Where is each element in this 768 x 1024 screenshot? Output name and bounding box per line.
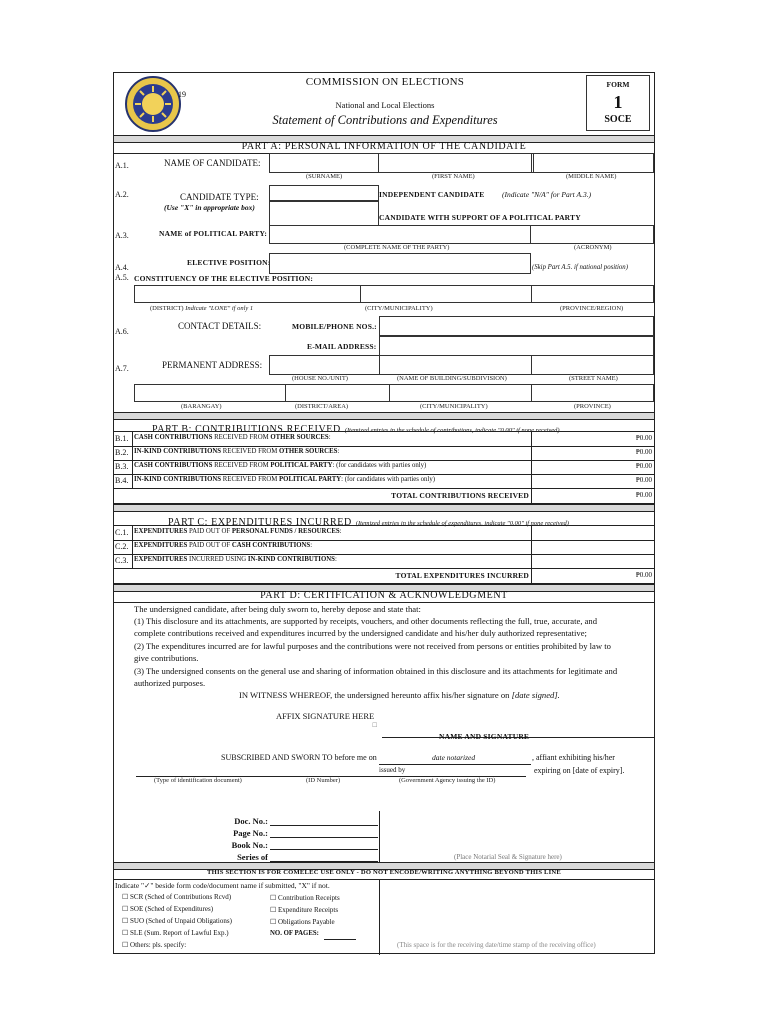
checklist-item[interactable]: ☐ SCR (Sched of Contributions Rcvd) [122,893,232,901]
checklist-item[interactable]: ☐ Obligations Payable [270,918,335,926]
checklist-item[interactable]: ☐ SUO (Sched of Unpaid Obligations) [122,917,232,925]
building-caption: (NAME OF BUILDING/SUBDIVISION) [397,375,507,382]
mobile-field[interactable] [379,316,654,336]
series-label: Series of [237,852,268,862]
total-contributions-label: TOTAL CONTRIBUTIONS RECEIVED [391,491,529,500]
form-title: Statement of Contributions and Expenditures [272,113,498,127]
acronym-caption: (ACRONYM) [574,244,612,251]
total-contributions-amount: ₱0.00 [635,491,652,499]
amount-cell[interactable]: ₱0.00 [635,434,652,442]
political-party-label: NAME of POLITICAL PARTY: [159,229,268,238]
province-region-field[interactable] [531,285,654,303]
part-a-title: PART A: PERSONAL INFORMATION OF THE CANDIDATE [241,141,527,152]
street-field[interactable] [531,355,654,375]
form-label: FORM [606,80,630,89]
total-expenditures-amount: ₱0.00 [635,571,652,579]
checklist-item[interactable]: ☐ Expenditure Receipts [270,906,339,914]
expenditure-row: C.2. EXPENDITURES PAID OUT OF CASH CONTRIBUTIONS: [115,542,313,551]
certification-line: complete contributions received and expenditures incurred by the undersigned candidate and his/her duly authorized representative; [134,628,587,638]
id-type-caption: (Type of identification document) [154,777,242,784]
expenditure-row: C.1. EXPENDITURES PAID OUT OF PERSONAL FUNDS / RESOURCES: [115,528,342,537]
checklist-item[interactable]: ☐ Contribution Receipts [270,894,340,902]
mobile-label: MOBILE/PHONE NOS.: [292,322,377,331]
party-acronym-field[interactable] [530,225,654,244]
middle-name-caption: (MIDDLE NAME) [566,173,617,180]
issued-by-text: issued by [379,766,406,774]
district-field[interactable] [134,285,361,303]
form-number: 1 [613,92,623,112]
date-notarized[interactable]: date notarized [432,753,476,762]
street-caption: (STREET NAME) [569,375,618,382]
address-province-caption: (PROVINCE) [574,403,611,410]
witness-line: IN WITNESS WHEREOF, the undersigned hereunto affix his/her signature on [date signed]. [239,690,560,700]
first-name-field[interactable] [378,153,534,173]
soce-form [113,72,655,954]
candidate-type-label: CANDIDATE TYPE: [180,192,259,202]
gov-agency-caption: (Government Agency issuing the ID) [399,777,496,784]
seal-year: 19 [178,90,186,99]
contribution-row: B.4. IN-KIND CONTRIBUTIONS RECEIVED FROM POLITICAL PARTY: (for candidates with parties only) ₱0.00 [115,476,652,485]
a2-number: A.2. [115,190,129,199]
candidate-type-hint: (Use "X" in appropriate box) [164,203,255,212]
independent-checkbox[interactable] [269,185,379,201]
barangay-caption: (BARANGAY) [181,403,222,410]
permanent-address-label: PERMANENT ADDRESS: [162,360,263,370]
address-city-caption: (CITY/MUNICIPALITY) [420,403,488,410]
certification-line: (1) This disclosure and its attachments, are supported by receipts, vouchers, and other documents reflecting the full, true, accurate, and [134,616,598,626]
contribution-row: B.1. CASH CONTRIBUTIONS RECEIVED FROM OTHER SOURCES: ₱0.00 [115,434,652,443]
expenditure-row: C.3. EXPENDITURES INCURRED USING IN-KIND CONTRIBUTIONS: [115,556,337,565]
district-area-caption: (DISTRICT/AREA) [295,403,349,410]
checklist-item[interactable]: ☐ SLE (Sum. Report of Lawful Exp.) [122,929,229,937]
doc-no-label: Doc. No.: [234,816,268,826]
checklist-item[interactable]: ☐ SOE (Sched of Expenditures) [122,905,214,913]
checklist-item[interactable]: ☐ Others: pls. specify: [122,941,187,949]
signature-placeholder-box[interactable]: ☐ [372,723,378,729]
province-region-caption: (PROVINCE/REGION) [560,305,624,312]
first-name-caption: (FIRST NAME) [432,173,475,180]
name-and-signature-label: NAME AND SIGNATURE [439,732,530,741]
certification-intro: The undersigned candidate, after being duly sworn to, hereby depose and state that: [134,604,421,614]
district-caption: (DISTRICT) Indicate "LONE" if only 1 [150,305,254,312]
receiving-stamp-note: (This space is for the receiving date/time stamp of the receiving office) [397,941,596,949]
district-area-field[interactable] [285,384,390,402]
form-code-box [586,75,650,131]
independent-candidate-label: INDEPENDENT CANDIDATE [379,190,485,199]
address-city-field[interactable] [389,384,532,402]
a5-number: A.5. [115,273,129,282]
notarial-seal-note: (Place Notarial Seal & Signature here) [454,853,562,861]
email-label: E-MAIL ADDRESS: [307,342,377,351]
a4-number: A.4. [115,263,129,272]
party-name-field[interactable] [269,225,531,244]
expiring-text: expiring on [date of expiry]. [534,766,625,775]
address-province-field[interactable] [531,384,654,402]
party-caption: (COMPLETE NAME OF THE PARTY) [344,244,450,251]
city-caption: (CITY/MUNICIPALITY) [365,305,433,312]
house-caption: (HOUSE NO./UNIT) [292,375,348,382]
office-use-title: THIS SECTION IS FOR COMELEC USE ONLY - DO NOT ENCODE/WRITING ANYTHING BEYOND THIS LINE [207,869,561,876]
building-field[interactable] [379,355,532,375]
certification-line: (3) The undersigned consents on the general use and sharing of information obtained in this disclosure and its attachments for legitimate and [134,666,618,676]
amount-cell[interactable]: ₱0.00 [635,462,652,470]
with-party-label: CANDIDATE WITH SUPPORT OF A POLITICAL PARTY [379,213,581,222]
amount-cell[interactable]: ₱0.00 [635,448,652,456]
name-of-candidate-label: NAME OF CANDIDATE: [164,158,261,168]
certification-line: (2) The expenditures incurred are for lawful purposes and the contributions were not received from persons or entities prohibited by law to [134,641,611,651]
page-no-label: Page No.: [233,828,268,838]
id-number-caption: (ID Number) [306,777,341,784]
certification-line: give contributions. [134,653,199,663]
contribution-row: B.3. CASH CONTRIBUTIONS RECEIVED FROM POLITICAL PARTY: (for candidates with parties only) ₱0.00 [115,462,652,471]
amount-cell[interactable]: ₱0.00 [635,476,652,484]
email-field[interactable] [379,336,654,356]
middle-name-field[interactable] [531,153,654,173]
elective-position-field[interactable] [269,253,531,274]
book-no-label: Book No.: [231,840,268,850]
affix-signature-label: AFFIX SIGNATURE HERE [276,711,375,721]
contribution-row: B.2. IN-KIND CONTRIBUTIONS RECEIVED FROM OTHER SOURCES: ₱0.00 [115,448,652,457]
city-field[interactable] [360,285,532,303]
part-b-title: PART B: CONTRIBUTIONS RECEIVED [152,424,341,435]
a3-number: A.3. [115,231,129,240]
a1-number: A.1. [115,161,129,170]
barangay-field[interactable] [134,384,286,402]
a6-number: A.6. [115,327,129,336]
subscribed-text: SUBSCRIBED AND SWORN TO before me on [221,753,377,762]
divider-band [114,504,654,512]
with-party-checkbox[interactable] [269,201,379,226]
certification-line: authorized purposes. [134,678,206,688]
constituency-label: CONSTITUENCY OF THE ELECTIVE POSITION: [134,274,314,283]
part-c-note: (Itemized entries in the schedule of expenditures, indicate "0.00" if none received) [355,520,569,527]
part-b-note: (Itemized entries in the schedule of contributions, indicate "0.00" if none received) [344,427,560,434]
contact-details-label: CONTACT DETAILS: [178,321,262,331]
divider-band [114,412,654,420]
affiant-text: , affiant exhibiting his/her [532,753,615,762]
total-expenditures-label: TOTAL EXPENDITURES INCURRED [395,571,529,580]
doc-no-line[interactable] [270,825,378,826]
no-of-pages-line[interactable] [324,939,356,940]
skip-note: (Skip Part A.5. if national position) [532,264,628,271]
a7-number: A.7. [115,364,129,373]
agency-name: COMMISSION ON ELECTIONS [305,76,465,88]
no-of-pages-label: NO. OF PAGES: [270,930,319,937]
independent-note: (Indicate "N/A" for Part A.3.) [502,190,592,199]
elective-position-label: ELECTIVE POSITION: [187,258,271,267]
part-d-title: PART D: CERTIFICATION & ACKNOWLEDGMENT [260,590,508,601]
surname-caption: (SURNAME) [306,173,343,180]
election-name: National and Local Elections [335,100,435,110]
house-field[interactable] [269,355,380,375]
indicate-instruction: Indicate "✓" beside form code/document name if submitted, "X" if not. [115,881,330,890]
form-code: SOCE [604,114,632,125]
page-no-line[interactable] [270,837,378,838]
part-c-title: PART C: EXPENDITURES INCURRED [168,517,352,528]
book-no-line[interactable] [270,849,378,850]
